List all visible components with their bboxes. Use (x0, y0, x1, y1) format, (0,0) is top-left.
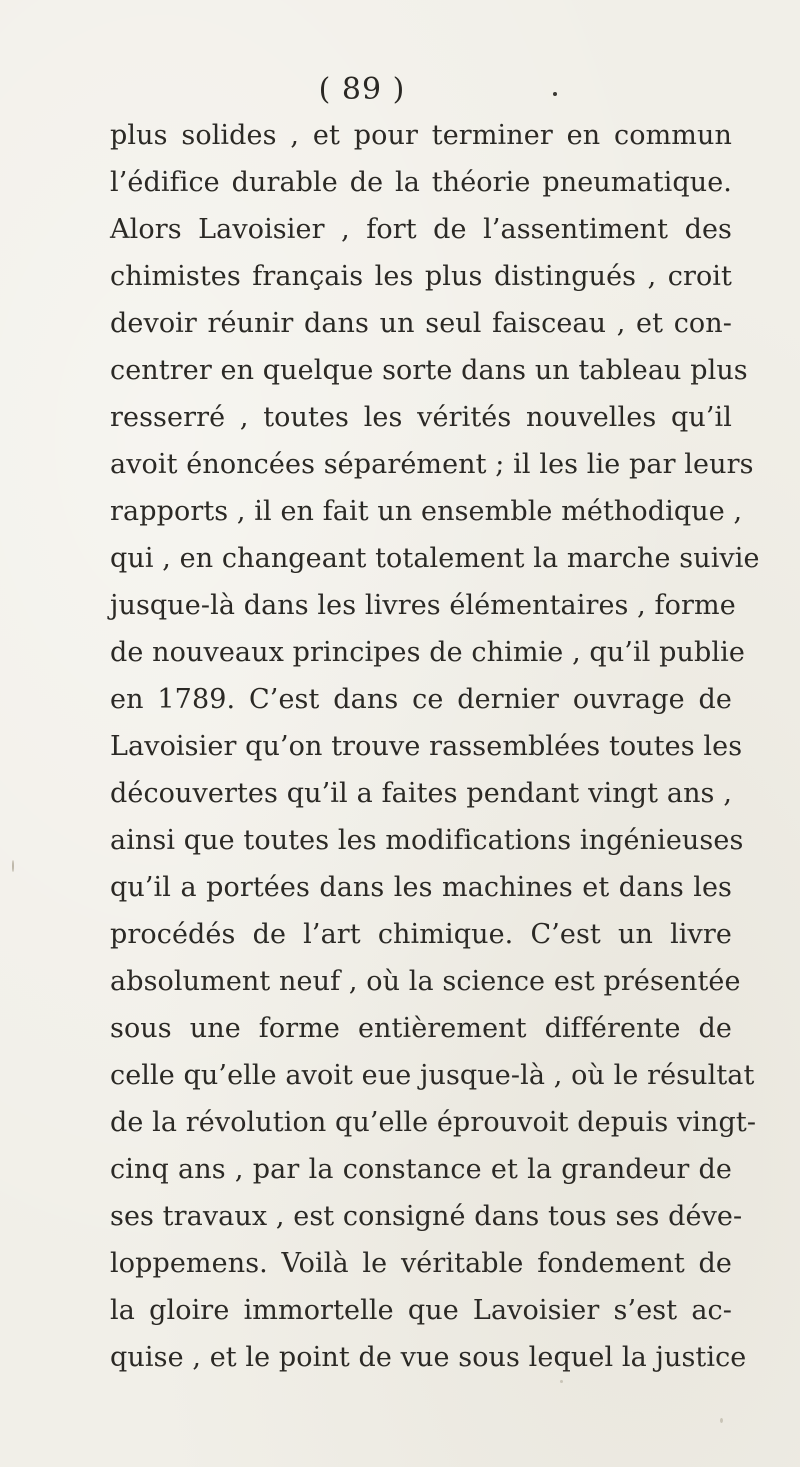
page-number-text: ( 89 ) (318, 72, 406, 107)
text-line: qu’il a portées dans les machines et dans les (110, 872, 732, 903)
text-line: la gloire immortelle que Lavoisier s’est ac- (110, 1295, 732, 1326)
text-line: absolument neuf , où la science est présentée (110, 966, 741, 997)
text-line: celle qu’elle avoit eue jusque-là , où le résultat (110, 1060, 755, 1091)
text-line: avoit énoncées séparément ; il les lie par leurs (110, 449, 754, 480)
paper-speck (560, 1380, 563, 1383)
text-line: jusque-là dans les livres élémentaires , forme (110, 590, 736, 621)
text-line: loppemens. Voilà le véritable fondement de (110, 1248, 732, 1279)
text-line: chimistes français les plus distingués , croit (110, 261, 732, 292)
text-line: sous une forme entièrement différente de (110, 1013, 732, 1044)
text-line: de la révolution qu’elle éprouvoit depuis vingt- (110, 1107, 757, 1138)
text-line: rapports , il en fait un ensemble méthodique , (110, 496, 743, 527)
text-line: procédés de l’art chimique. C’est un livre (110, 919, 732, 950)
paper-speck (720, 1418, 723, 1423)
text-line: plus solides , et pour terminer en commun (110, 120, 732, 151)
text-line: l’édifice durable de la théorie pneumatique. (110, 167, 732, 198)
text-line: quise , et le point de vue sous lequel la justice (110, 1342, 747, 1373)
text-line: devoir réunir dans un seul faisceau , et con- (110, 308, 732, 339)
text-line: ainsi que toutes les modifications ingénieuses (110, 825, 744, 856)
paper-speck (12, 860, 14, 872)
text-line: en 1789. C’est dans ce dernier ouvrage de (110, 684, 732, 715)
text-line: découvertes qu’il a faites pendant vingt ans , (110, 778, 732, 809)
text-line: Alors Lavoisier , fort de l’assentiment des (110, 214, 732, 245)
text-line: resserré , toutes les vérités nouvelles qu’il (110, 402, 732, 433)
text-line: cinq ans , par la constance et la grandeur de (110, 1154, 732, 1185)
paper-speck (553, 92, 557, 96)
page-number (0, 72, 800, 107)
text-line: de nouveaux principes de chimie , qu’il publie (110, 637, 745, 668)
text-line: Lavoisier qu’on trouve rassemblées toutes les (110, 731, 743, 762)
text-line: ses travaux , est consigné dans tous ses déve- (110, 1201, 743, 1232)
body-text (110, 112, 760, 1381)
text-line: qui , en changeant totalement la marche suivie (110, 543, 760, 574)
text-line: centrer en quelque sorte dans un tableau plus (110, 355, 748, 386)
